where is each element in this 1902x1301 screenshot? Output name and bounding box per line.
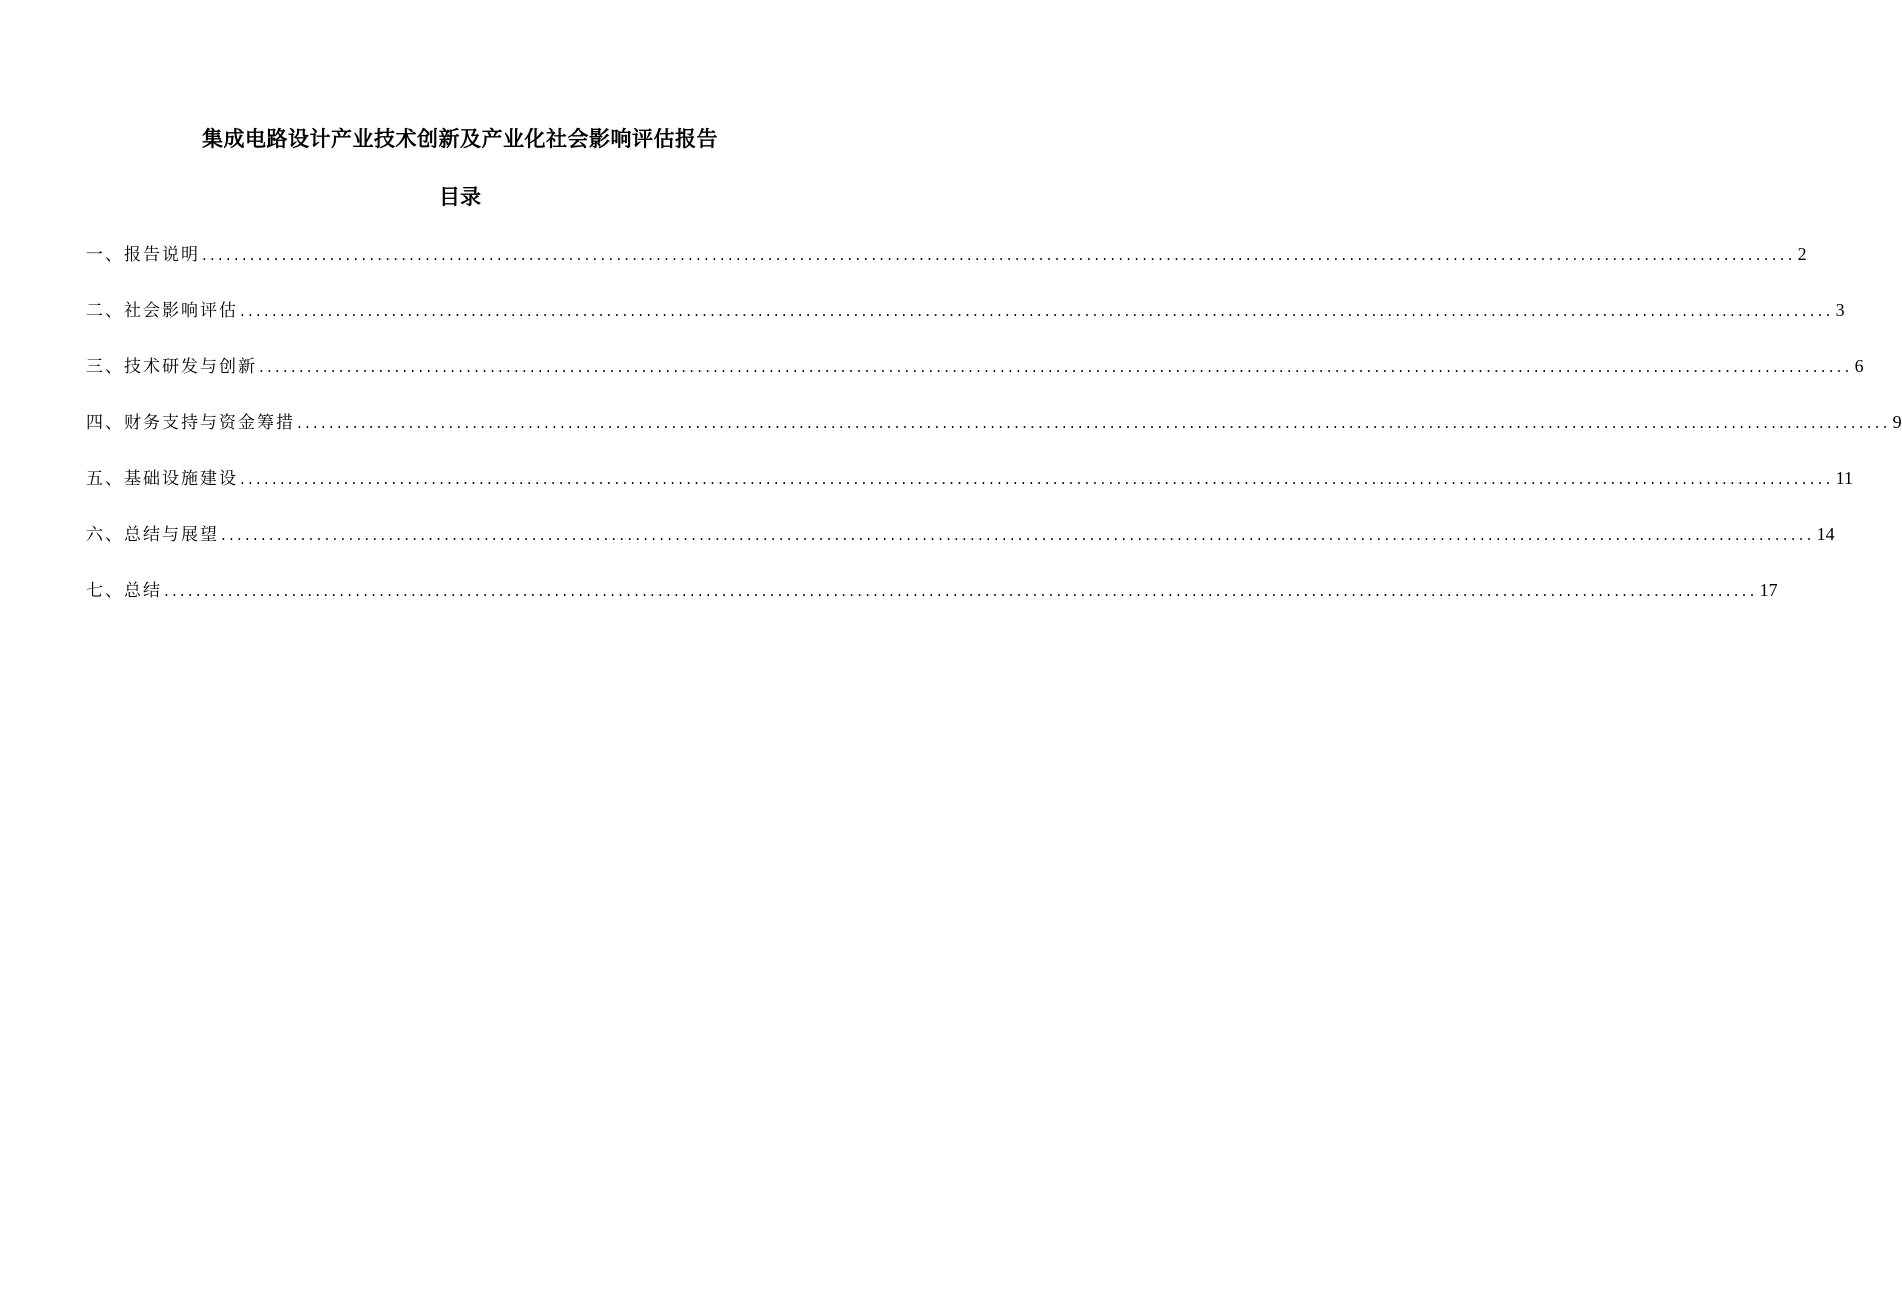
toc-entry-label: 二、社会影响评估: [86, 301, 238, 321]
toc-dot-leader: ........................................................................................................................................................................................................: [202, 246, 1796, 264]
toc-entry-2[interactable]: [86, 296, 1845, 352]
toc-entry-page: 2: [1797, 244, 1807, 264]
toc-dot-leader: ........................................................................................................................................................................................................: [297, 414, 1891, 432]
toc-entry-page: 9: [1892, 412, 1902, 432]
toc-entry-1[interactable]: [86, 240, 1807, 296]
toc-entry-4[interactable]: [86, 408, 1902, 464]
toc-entry-7[interactable]: [86, 576, 1778, 632]
toc-dot-leader: ........................................................................................................................................................................................................: [240, 470, 1834, 488]
toc-dot-leader: ........................................................................................................................................................................................................: [221, 526, 1815, 544]
toc-entry-label: 四、财务支持与资金筹措: [86, 413, 295, 433]
toc-dot-leader: ........................................................................................................................................................................................................: [259, 358, 1853, 376]
table-of-contents: [86, 240, 1902, 632]
toc-entry-page: 6: [1854, 356, 1864, 376]
toc-entry-label: 六、总结与展望: [86, 525, 219, 545]
toc-heading: 目录: [439, 185, 481, 209]
toc-dot-leader: ........................................................................................................................................................................................................: [164, 582, 1758, 600]
toc-entry-label: 七、总结: [86, 581, 162, 601]
toc-entry-6[interactable]: [86, 520, 1835, 576]
toc-entry-page: 11: [1835, 468, 1853, 488]
toc-entry-3[interactable]: [86, 352, 1864, 408]
toc-entry-5[interactable]: [86, 464, 1853, 520]
toc-entry-label: 三、技术研发与创新: [86, 357, 257, 377]
toc-dot-leader: ........................................................................................................................................................................................................: [240, 302, 1834, 320]
toc-entry-page: 14: [1816, 524, 1835, 544]
toc-entry-page: 3: [1835, 300, 1845, 320]
toc-entry-label: 五、基础设施建设: [86, 469, 238, 489]
toc-entry-label: 一、报告说明: [86, 245, 200, 265]
document-title: 集成电路设计产业技术创新及产业化社会影响评估报告: [202, 127, 718, 151]
toc-entry-page: 17: [1759, 580, 1778, 600]
